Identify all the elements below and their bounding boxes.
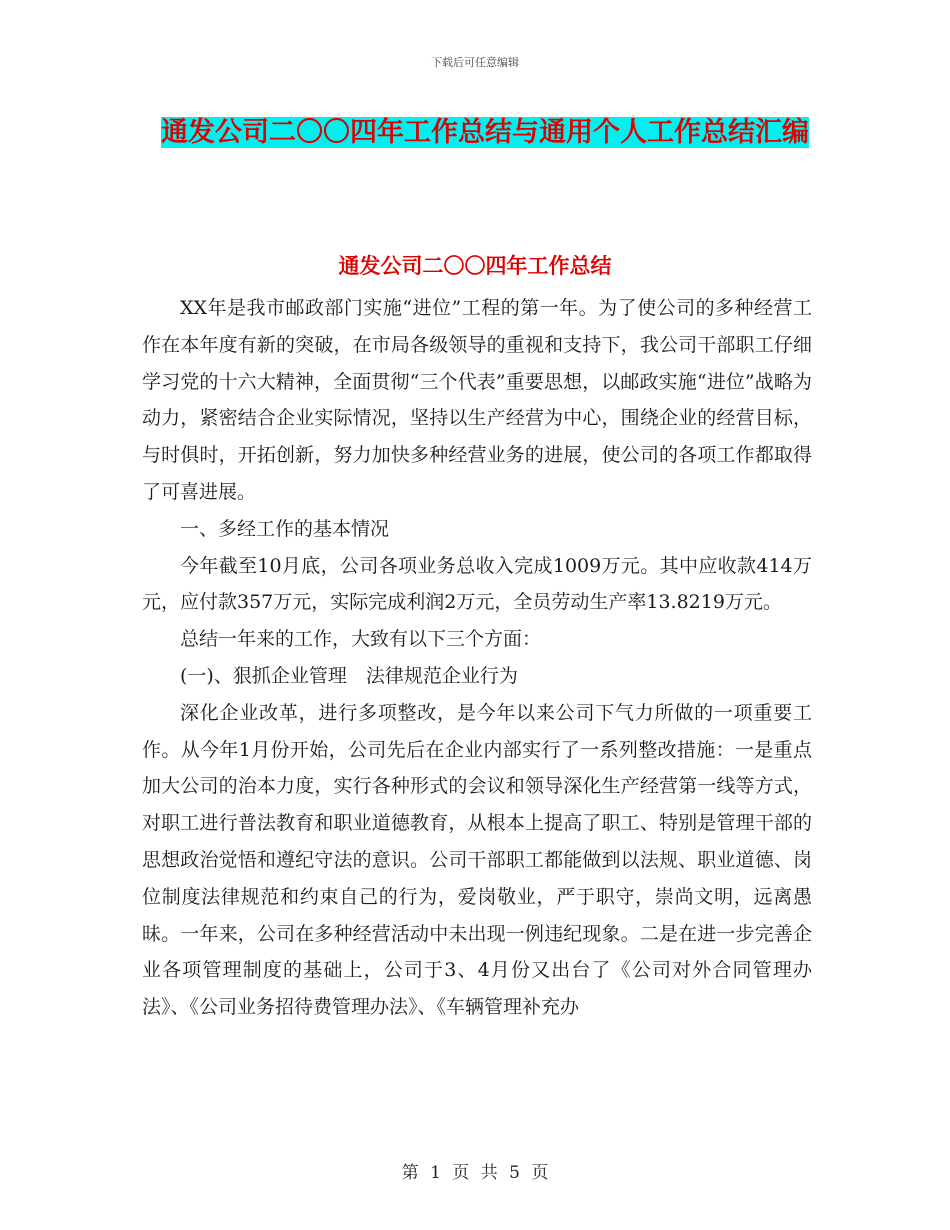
paragraph-intro: XX年是我市邮政部门实施“进位”工程的第一年。为了使公司的多种经营工作在本年度有新的突破，在市局各级领导的重视和支持下，我公司干部职工仔细学习党的十六大精神，全面贯彻“三个代表”重要思想，以邮政实施“进位”战略为动力，紧密结合企业实际情况，坚持以生产经营为中心，围绕企业的经营目标，与时俱时，开拓创新，努力加快多种经营业务的进展，使公司的各项工作都取得了可喜进展。: [142, 297, 812, 503]
paragraph-summary-aspects: 总结一年来的工作，大致有以下三个方面：: [180, 628, 542, 651]
section-title: 通发公司二〇〇四年工作总结: [338, 254, 612, 278]
main-title-highlight: 通发公司二〇〇四年工作总结与通用个人工作总结汇编: [161, 117, 809, 148]
paragraph-revenue: 今年截至10月底，公司各项业务总收入完成1009万元。其中应收款414万元，应付款357万元，实际完成利润2万元，全员劳动生产率13.8219万元。: [142, 554, 812, 614]
document-body: [142, 290, 812, 1026]
heading-basic-situation: 一、多经工作的基本情况: [180, 517, 390, 540]
page-number-footer: 第 1 页 共 5 页: [401, 1163, 549, 1183]
header-note: 下载后可任意编辑: [431, 56, 519, 69]
heading-management: (一)、狠抓企业管理 法律规范企业行为: [180, 664, 518, 687]
document-main-title: [140, 112, 830, 154]
paragraph-reform: 深化企业改革，进行多项整改，是今年以来公司下气力所做的一项重要工作。从今年1月份开始，公司先后在企业内部实行了一系列整改措施：一是重点加大公司的治本力度，实行各种形式的会议和领导深化生产经营第一线等方式，对职工进行普法教育和职业道德教育，从根本上提高了职工、特别是管理干部的思想政治觉悟和遵纪守法的意识。公司干部职工都能做到以法规、职业道德、岗位制度法律规范和约束自己的行为，爱岗敬业，严于职守，崇尚文明，远离愚昧。一年来，公司在多种经营活动中未出现一例违纪现象。二是在进一步完善企业各项管理制度的基础上，公司于3、4月份又出台了《公司对外合同管理办法》、《公司业务招待费管理办法》、《车辆管理补充办: [142, 701, 812, 1019]
